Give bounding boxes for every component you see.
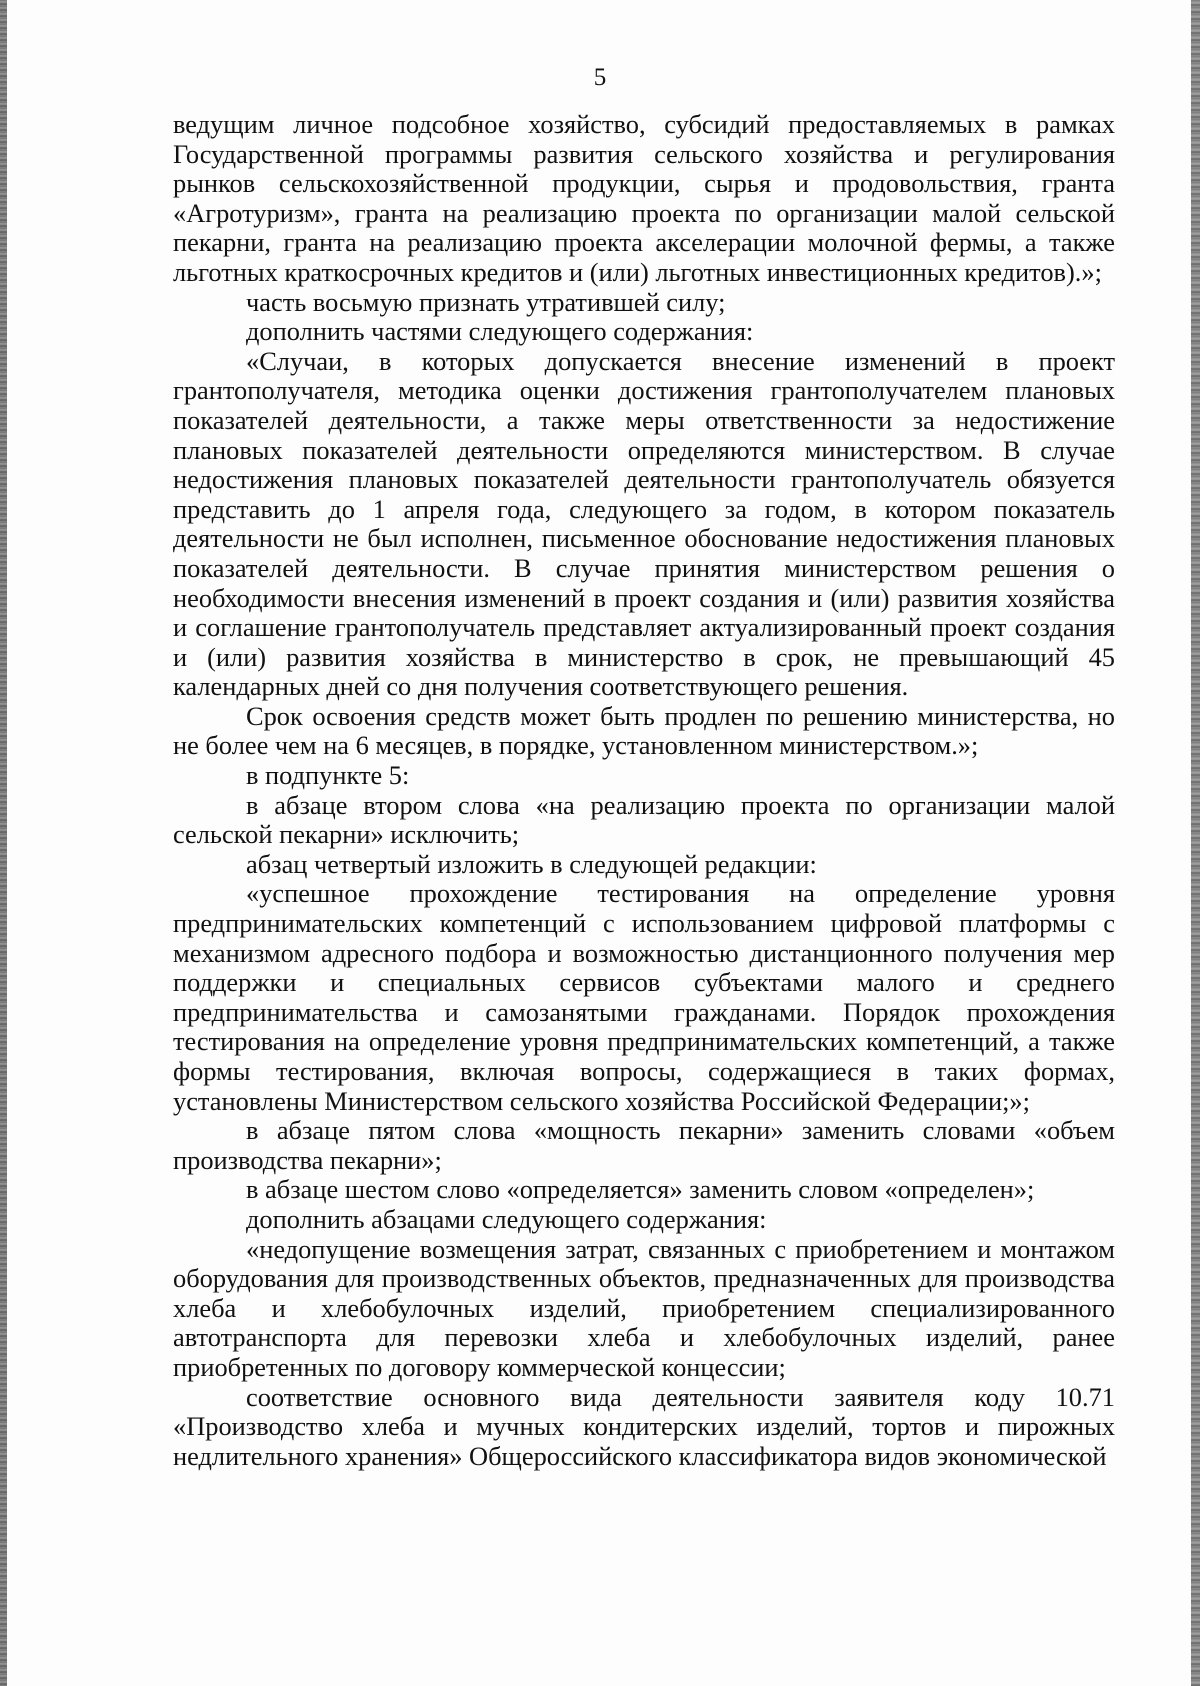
- paragraph-2: часть восьмую признать утратившей силу;: [246, 286, 726, 317]
- paragraph-9: «успешное прохождение тестирования на определение уровня предпринимательских компетенций с использованием цифровой платформы с механизмом адресного подбора и возможностью дистанционного получения мер поддержки и специальных сервисов субъектами малого и среднего предпринимательства и самозанятыми гражданами. Порядок прохождения тестирования на определение уровня предпринимательских компетенций, а также формы тестирования, включая вопросы, содержащиеся в таких формах, установлены Министерством сельского хозяйства Российской Федерации;»;: [173, 878, 1115, 1116]
- page-number: 5: [593, 64, 607, 91]
- document-body: [173, 110, 1115, 1471]
- scan-edge-left: [0, 0, 7, 1686]
- paragraph-3: дополнить частями следующего содержания:: [246, 316, 754, 347]
- paragraph-4: «Случаи, в которых допускается внесение изменений в проект грантополучателя, методика оценки достижения грантополучателем плановых показателей деятельности, а также меры ответственности за недостижение плановых показателей деятельности определяются министерством. В случае недостижения плановых показателей деятельности грантополучатель обязуется представить до 1 апреля года, следующего за годом, в котором показатель деятельности не был исполнен, письменное обоснование недостижения плановых показателей деятельности. В случае принятия министерством решения о необходимости внесения изменений в проект создания и (или) развития хозяйства и соглашение грантополучатель представляет актуализированный проект создания и (или) развития хозяйства в министерство в срок, не превышающий 45 календарных дней со дня получения соответствующего решения.: [173, 345, 1115, 702]
- paragraph-7: в абзаце втором слова «на реализацию проекта по организации малой сельской пекарни» исключить;: [173, 789, 1115, 850]
- paragraph-10: в абзаце пятом слова «мощность пекарни» заменить словами «объем производства пекарни»;: [173, 1115, 1115, 1175]
- paragraph-8: абзац четвертый изложить в следующей редакции:: [246, 848, 817, 879]
- paragraph-12: дополнить абзацами следующего содержания:: [246, 1203, 767, 1234]
- paragraph-13: «недопущение возмещения затрат, связанных с приобретением и монтажом оборудования для производственных объектов, предназначенных для производства хлеба и хлебобулочных изделий, приобретением специализированного автотранспорта для перевозки хлеба и хлебобулочных изделий, ранее приобретенных по договору коммерческой концессии;: [173, 1233, 1115, 1382]
- paragraph-14: соответствие основного вида деятельности заявителя коду 10.71 «Производство хлеба и мучных кондитерских изделий, тортов и пирожных недлительного хранения» Общероссийского классификатора видов экономической: [173, 1381, 1115, 1471]
- paragraph-5: Срок освоения средств может быть продлен по решению министерства, но не более чем на 6 месяцев, в порядке, установленном министерством.»;: [173, 700, 1115, 761]
- paragraph-1: ведущим личное подсобное хозяйство, субсидий предоставляемых в рамках Государственной программы развития сельского хозяйства и регулирования рынков сельскохозяйственной продукции, сырья и продовольствия, гранта «Агротуризм», гранта на реализацию проекта по организации малой сельской пекарни, гранта на реализацию проекта акселерации молочной фермы, а также льготных краткосрочных кредитов и (или) льготных инвестиционных кредитов).»;: [173, 109, 1115, 287]
- paragraph-11: в абзаце шестом слово «определяется» заменить словом «определен»;: [246, 1174, 1035, 1205]
- paragraph-6: в подпункте 5:: [246, 760, 410, 791]
- scan-edge-right: [1191, 0, 1200, 1686]
